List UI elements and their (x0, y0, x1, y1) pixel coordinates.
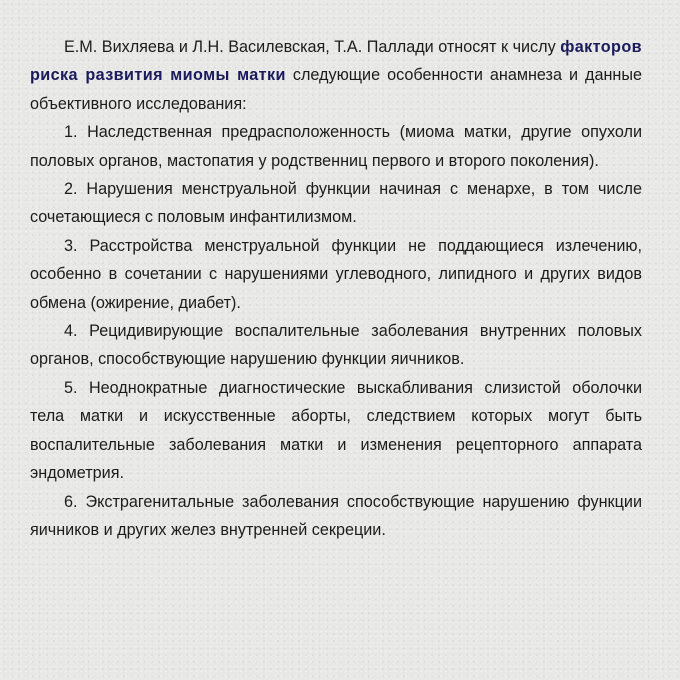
list-item: 2. Нарушения менструальной функции начиная с менархе, в том числе сочетающиеся с половым инфантилизмом. (30, 180, 642, 227)
list-item: 1. Наследственная предрасположенность (миома матки, другие опухоли половых органов, мастопатия у родственниц первого и второго поколения). (30, 123, 642, 170)
list-item: 6. Экстрагенитальные заболевания способствующие нарушению функции яичников и других желез внутренней секреции. (30, 492, 642, 539)
intro-paragraph (30, 33, 642, 118)
list-item: 3. Расстройства менструальной функции не поддающиеся излечению, особенно в сочетании с нарушениями углеводного, липидного и других видов обмена (ожирение, диабет). (30, 236, 642, 312)
intro-text-after: следующие особенности анамнеза и данные объективного исследования: (30, 66, 642, 113)
highlighted-term: факторов риска развития миомы матки (30, 38, 642, 85)
intro-text-before: Е.М. Вихляева и Л.Н. Василевская, Т.А. Паллади относят к числу (64, 38, 561, 56)
list-item: 4. Рецидивирующие воспалительные заболевания внутренних половых органов, способствующие нарушению функции яичников. (30, 322, 642, 369)
list-item: 5. Неоднократные диагностические выскабливания слизистой оболочки тела матки и искусственные аборты, следствием которых могут быть воспалительные заболевания матки и изменения рецепторного аппарата эндометрия. (30, 378, 642, 483)
